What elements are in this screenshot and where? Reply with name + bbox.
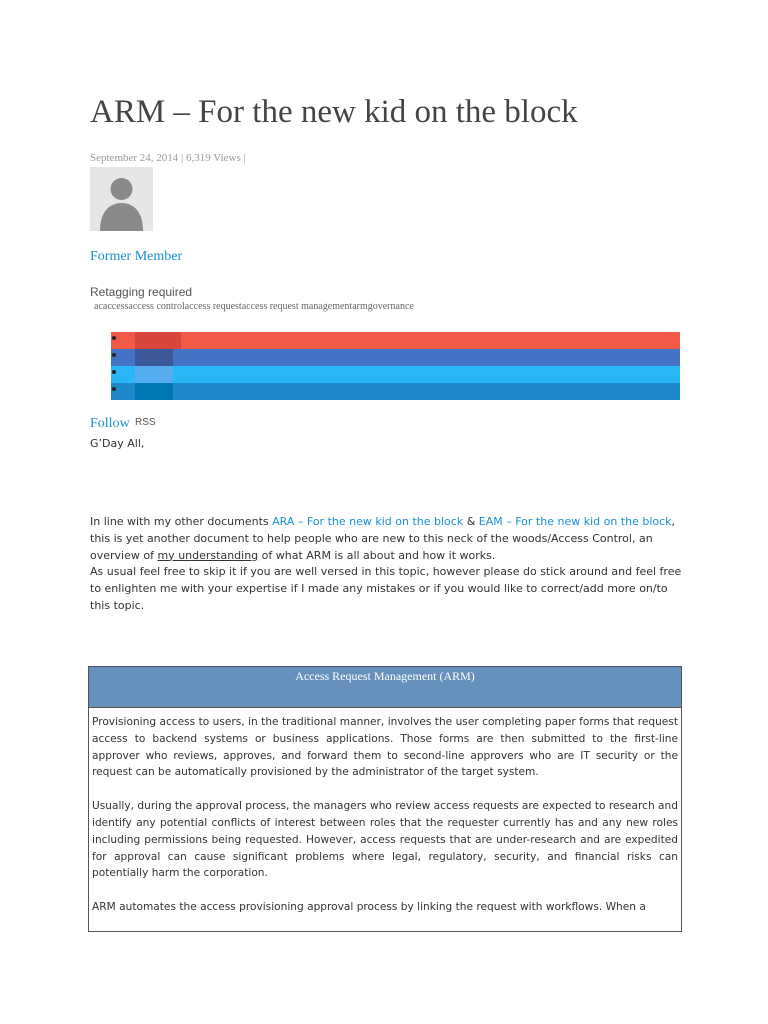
link-eam[interactable]: EAM – For the new kid on the block <box>478 515 672 528</box>
share-row[interactable] <box>111 349 680 366</box>
bullet-icon <box>112 336 116 340</box>
intro-text <box>90 514 682 615</box>
arm-table <box>88 666 682 932</box>
bullet-icon <box>112 387 116 391</box>
user-silhouette-icon <box>90 167 153 231</box>
share-row[interactable] <box>111 332 680 349</box>
bullet-icon <box>112 353 116 357</box>
share-row[interactable] <box>111 383 680 400</box>
page-title: ARM – For the new kid on the block <box>90 94 578 130</box>
bullet-icon <box>112 370 116 374</box>
avatar[interactable] <box>90 167 153 231</box>
table-body <box>89 708 681 916</box>
post-meta: September 24, 2014 | 6,319 Views | <box>90 152 246 164</box>
link-ara[interactable]: ARA – For the new kid on the block <box>272 515 464 528</box>
share-icon-1[interactable] <box>135 332 181 349</box>
tag-list[interactable]: acaccessaccess controlaccess requestaccess request managementarmgovernance <box>94 301 414 312</box>
underlined-text: my understanding <box>157 548 259 562</box>
share-row[interactable] <box>111 366 680 383</box>
intro-paragraph-1: In line with my other documents ARA – For the new kid on the block & EAM – For the new kid on the block, this is yet another document to help people who are new to this neck of the woods/Access Control, an overview of my understanding of what ARM is all about and how it works. <box>90 515 676 562</box>
table-paragraph-1: Provisioning access to users, in the traditional manner, involves the user completing paper forms that request access to backend systems or business applications. Those forms are then submitted to the first-line approver who reviews, approves, and forward them to second-line approvers who are IT security or the request can be automatically provisioned by the administrator of the target system. <box>92 716 678 779</box>
table-paragraph-3: ARM automates the access provisioning approval process by linking the request with workflows. When a <box>92 901 646 914</box>
author-link[interactable]: Former Member <box>90 249 183 264</box>
share-bar <box>111 332 680 400</box>
rss-link[interactable]: RSS <box>135 417 156 428</box>
table-paragraph-2: Usually, during the approval process, the managers who review access requests are expected to research and identify any potential conflicts of interest between roles that the requester currently has and any new roles including permissions being requested. However, access requests that are under-research and are expedited for approval can cause significant problems where legal, regulatory, security, and financial risks can potentially harm the corporation. <box>92 800 678 880</box>
follow-link[interactable]: Follow <box>90 416 130 431</box>
retagging-notice: Retagging required <box>90 285 193 299</box>
share-icon-3[interactable] <box>135 366 173 383</box>
intro-paragraph-2: As usual feel free to skip it if you are well versed in this topic, however please do stick around and feel free to enlighten me with your expertise if I made any mistakes or if you would like to correct/add more on/to this topic. <box>90 565 682 612</box>
greeting: G’Day All, <box>90 437 145 450</box>
share-icon-2[interactable] <box>135 349 173 366</box>
share-icon-4[interactable] <box>135 383 173 400</box>
table-header: Access Request Management (ARM) <box>89 667 681 708</box>
